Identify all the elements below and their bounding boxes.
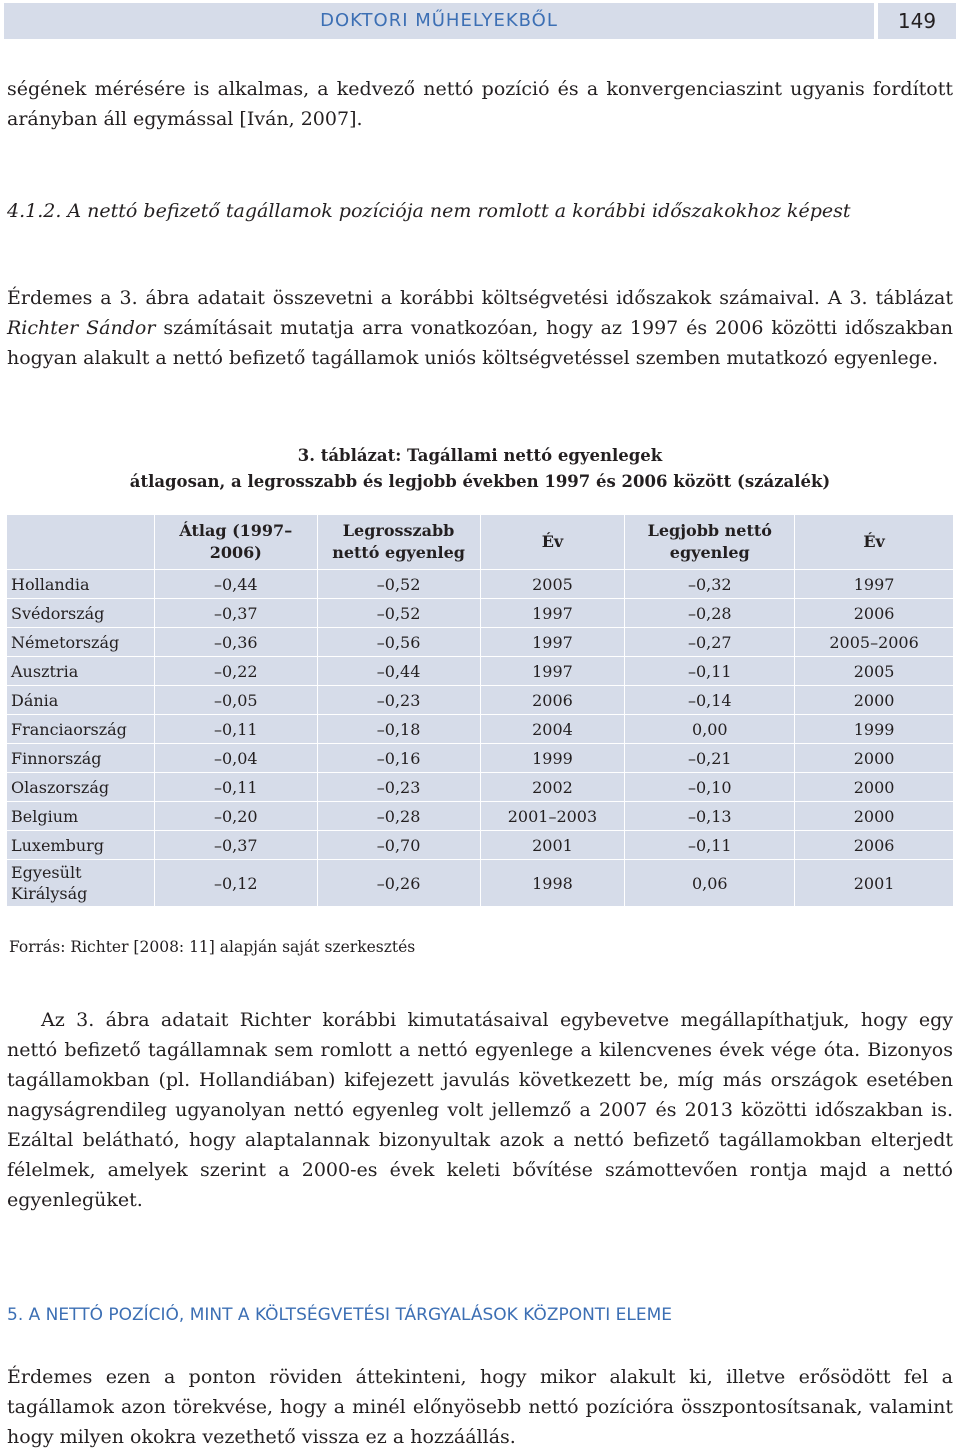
table-header-row [7, 515, 954, 570]
cell-worst-year: 2005 [480, 570, 625, 599]
cell-country: Svédország [7, 599, 155, 628]
table-row [7, 744, 954, 773]
page-number: 149 [878, 3, 956, 39]
author-name: Richter Sándor [7, 317, 156, 339]
table-caption [0, 443, 960, 495]
cell-country: Ausztria [7, 657, 155, 686]
cell-best-year: 2000 [795, 744, 954, 773]
table-row [7, 773, 954, 802]
cell-country: Olaszország [7, 773, 155, 802]
paragraph-intro [7, 283, 953, 373]
cell-country: Finnország [7, 744, 155, 773]
subheading: 4.1.2. A nettó befizető tagállamok pozíciója nem romlott a korábbi időszakokhoz képest [7, 200, 851, 222]
cell-average: –0,11 [154, 773, 317, 802]
cell-best-year: 2005–2006 [795, 628, 954, 657]
table-row [7, 802, 954, 831]
cell-worst-year: 2001 [480, 831, 625, 860]
header-average: Átlag (1997–2006) [154, 515, 317, 570]
cell-worst-year: 1997 [480, 657, 625, 686]
cell-average: –0,36 [154, 628, 317, 657]
cell-best: –0,13 [625, 802, 795, 831]
paragraph-top: ségének mérésére is alkalmas, a kedvező nettó pozíció és a konvergenciaszint ugyanis fordított arányban áll egymással [Iván, 2007]. [7, 78, 953, 130]
cell-average: –0,11 [154, 715, 317, 744]
cell-worst-year: 1999 [480, 744, 625, 773]
cell-worst-year: 2001–2003 [480, 802, 625, 831]
cell-best: –0,11 [625, 657, 795, 686]
page-header [4, 3, 956, 39]
table-row [7, 715, 954, 744]
cell-best-year: 1999 [795, 715, 954, 744]
cell-average: –0,22 [154, 657, 317, 686]
cell-best: –0,32 [625, 570, 795, 599]
cell-average: –0,12 [154, 860, 317, 907]
cell-worst-year: 2004 [480, 715, 625, 744]
cell-average: –0,05 [154, 686, 317, 715]
header-country [7, 515, 155, 570]
cell-best: 0,06 [625, 860, 795, 907]
table-row [7, 831, 954, 860]
cell-best-year: 2006 [795, 599, 954, 628]
header-best-year: Év [795, 515, 954, 570]
section-title: 5. A NETTÓ POZÍCIÓ, MINT A KÖLTSÉGVETÉSI TÁRGYALÁSOK KÖZPONTI ELEME [7, 1305, 672, 1325]
cell-country: Luxemburg [7, 831, 155, 860]
header-best-balance: Legjobb nettó egyenleg [625, 515, 795, 570]
cell-average: –0,04 [154, 744, 317, 773]
table-caption-line1: 3. táblázat: Tagállami nettó egyenlegek [297, 446, 663, 465]
cell-best-year: 2005 [795, 657, 954, 686]
cell-worst: –0,28 [317, 802, 480, 831]
table-row [7, 657, 954, 686]
cell-best-year: 2006 [795, 831, 954, 860]
cell-worst: –0,23 [317, 686, 480, 715]
cell-worst: –0,56 [317, 628, 480, 657]
cell-worst: –0,16 [317, 744, 480, 773]
cell-worst: –0,52 [317, 570, 480, 599]
cell-worst-year: 2002 [480, 773, 625, 802]
table-row [7, 599, 954, 628]
cell-average: –0,20 [154, 802, 317, 831]
cell-worst: –0,44 [317, 657, 480, 686]
table-row [7, 860, 954, 907]
intro-text-2: számításait mutatja arra vonatkozóan, hogy az 1997 és 2006 közötti időszakban hogyan alakult a nettó befizető tagállamok uniós költségvetéssel szemben mutatkozó egyenlege. [7, 317, 953, 369]
table-source: Forrás: Richter [2008: 11] alapján saját szerkesztés [9, 938, 416, 956]
table-row [7, 686, 954, 715]
cell-best: –0,14 [625, 686, 795, 715]
cell-average: –0,37 [154, 831, 317, 860]
cell-worst-year: 2006 [480, 686, 625, 715]
paragraph-body: Az 3. ábra adatait Richter korábbi kimutatásaival egybevetve megállapíthatjuk, hogy egy nettó befizető tagállamnak sem romlott a nettó egyenlege a kilencvenes évek vége óta. Bizonyos tagállamokban (pl. Hollandiában) kifejezett javulás következett be, míg más országok esetében nagyságrendileg ugyanolyan nettó egyenleg volt jellemző a 2007 és 2013 közötti időszakban is. Ezáltal belátható, hogy alaptalannak bizonyultak azok a nettó befizető tagállamokban elterjedt félelmek, amelyek szerint a 2000-es évek keleti bővítése számottevően rontja majd a nettó egyenlegüket. [7, 1009, 953, 1211]
cell-country: Egyesült Királyság [7, 860, 155, 907]
intro-text-1: Érdemes a 3. ábra adatait összevetni a korábbi költségvetési időszakok számaival. A 3. táblázat [7, 287, 953, 309]
cell-worst: –0,18 [317, 715, 480, 744]
header-worst-year: Év [480, 515, 625, 570]
cell-worst: –0,26 [317, 860, 480, 907]
cell-best-year: 2000 [795, 802, 954, 831]
cell-best-year: 2000 [795, 773, 954, 802]
cell-best: –0,28 [625, 599, 795, 628]
running-title: DOKTORI MŰHELYEKBŐL [4, 3, 874, 39]
cell-worst-year: 1997 [480, 599, 625, 628]
cell-country: Franciaország [7, 715, 155, 744]
cell-worst: –0,70 [317, 831, 480, 860]
cell-worst: –0,23 [317, 773, 480, 802]
cell-country: Németország [7, 628, 155, 657]
cell-average: –0,37 [154, 599, 317, 628]
cell-worst-year: 1998 [480, 860, 625, 907]
cell-best-year: 2000 [795, 686, 954, 715]
table-row [7, 570, 954, 599]
cell-best: –0,10 [625, 773, 795, 802]
net-balance-table [6, 514, 954, 907]
header-worst-balance: Legrosszabb nettó egyenleg [317, 515, 480, 570]
cell-worst: –0,52 [317, 599, 480, 628]
cell-country: Dánia [7, 686, 155, 715]
paragraph-last: Érdemes ezen a ponton röviden áttekinteni, hogy mikor alakult ki, illetve erősödött fel a tagállamok azon törekvése, hogy a minél előnyösebb nettó pozícióra összpontosítsanak, valamint hogy milyen okokra vezethető vissza ez a hozzáállás. [7, 1366, 953, 1448]
cell-best: –0,11 [625, 831, 795, 860]
table-caption-line2: átlagosan, a legrosszabb és legjobb években 1997 és 2006 között (százalék) [129, 472, 831, 491]
cell-country: Belgium [7, 802, 155, 831]
table-row [7, 628, 954, 657]
cell-best: 0,00 [625, 715, 795, 744]
cell-country: Hollandia [7, 570, 155, 599]
cell-best: –0,27 [625, 628, 795, 657]
cell-best: –0,21 [625, 744, 795, 773]
cell-best-year: 2001 [795, 860, 954, 907]
cell-best-year: 1997 [795, 570, 954, 599]
cell-average: –0,44 [154, 570, 317, 599]
cell-worst-year: 1997 [480, 628, 625, 657]
